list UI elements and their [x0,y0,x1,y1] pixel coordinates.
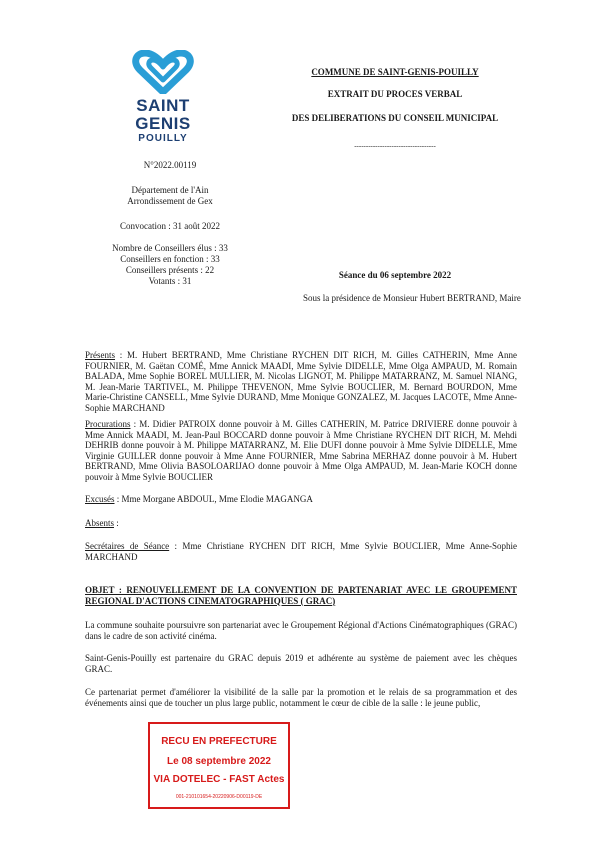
absents-text: : [114,518,119,528]
logo-line-1: SAINT [136,96,190,115]
procurations-label: Procurations [85,419,131,429]
excuses-text: : Mme Morgane ABDOUL, Mme Elodie MAGANGA [114,494,313,504]
deliberation-number: N°2022.00119 [143,160,197,170]
secretaires-label: Secrétaires de Séance [85,541,170,551]
arrondissement: Arrondissement de Gex [127,196,213,206]
excuses-label: Excusés [85,494,115,504]
departement: Département de l'Ain [131,185,209,195]
stamp-line-1: RECU EN PREFECTURE [161,736,277,747]
presents-paragraph [85,350,517,414]
conseillers-elus: Nombre de Conseillers élus : 33 [112,243,228,253]
absents-paragraph [85,518,517,529]
paragraph-2: Saint-Genis-Pouilly est partenaire du GRAC depuis 2019 et adhérente au système de paiement avec les chèques GRAC. [85,653,517,674]
commune-title: COMMUNE DE SAINT-GENIS-POUILLY [311,67,479,77]
secretaires-text: : Mme Christiane RYCHEN DIT RICH, Mme Sylvie BOUCLIER, Mme Anne-Sophie MARCHAND [85,541,517,562]
stamp-line-2: Le 08 septembre 2022 [167,756,271,767]
absents-label: Absents [85,518,114,528]
procurations-paragraph [85,419,517,483]
separator: ----------------------------------- [354,142,436,150]
logo-line-3: POUILLY [138,133,188,144]
presents-text: : M. Hubert BERTRAND, Mme Christiane RYCHEN DIT RICH, M. Gilles CATHERIN, Mme Anne FOURNIER, M. Gaëtan COMÉ, Mme Annick MAADI, Mme Sylvie DIDELLE, Mme Olga AMPAUD, M. Romain BALADA, Mme Sophie BOREL MULLIER, M. Nicolas LIGNOT, M. Philippe MATARRANZ, M. Samuel NIANG, M. Jean-Marie TARTIVEL, M. Philippe THEVENON, Mme Sylvie BOUCLIER, M. Bernard BOURDON, Mme Marie-Christine CANSELL, Mme Sylvie DURAND, Mme Monique GONZALEZ, M. Jacques LACOTE, Mme Anne-Sophie MARCHAND [85,350,517,413]
convocation-date: Convocation : 31 août 2022 [120,221,220,231]
extrait-title: EXTRAIT DU PROCES VERBAL [327,89,463,99]
votants: Votants : 31 [148,276,192,286]
procurations-text: : M. Didier PATROIX donne pouvoir à M. Gilles CATHERIN, M. Patrice DRIVIERE donne pouvoir à Mme Annick MAADI, M. Jean-Paul BOCCARD donne pouvoir à Mme Christiane RYCHEN DIT RICH, M. Mehdi DEHRIB donne pouvoir à M. Philippe MATARRANZ, M. Elie DUFI donne pouvoir à Mme Sylvie DIDELLE, Mme Virginie GUILLER donne pouvoir à Mme Anne FOURNIER, Mme Sabrina MERHAZ donne pouvoir à M. Hubert BERTRAND, Mme Olivia BASOLOARIJAO donne pouvoir à Mme Olga AMPAUD, M. Jean-Marie KOCH donne pouvoir à Mme Sylvie BOUCLIER [85,419,517,482]
excuses-paragraph [85,494,517,505]
objet-heading: OBJET : RENOUVELLEMENT DE LA CONVENTION DE PARTENARIAT AVEC LE GROUPEMENT REGIONAL D'ACTIONS CINEMATOGRAPHIQUES ( GRAC) [85,585,517,606]
logo-line-2: GENIS [135,114,191,133]
stamp-line-3: VIA DOTELEC - FAST Actes [153,774,285,785]
conseillers-presents: Conseillers présents : 22 [125,265,215,275]
stamp-line-4: 001-210101654-20220906-D00119-DE [175,794,263,800]
conseillers-fonction: Conseillers en fonction : 33 [120,254,220,264]
deliberations-title: DES DELIBERATIONS DU CONSEIL MUNICIPAL [291,113,499,123]
paragraph-3: Ce partenariat permet d'améliorer la visibilité de la salle par la promotion et le relais de sa programmation et des événements ainsi que de toucher un plus large public, notamment le cœur de cible de la salle : le jeune public, [85,687,517,708]
heart-logo-icon [118,50,208,94]
seance-date: Séance du 06 septembre 2022 [338,270,452,280]
presidence: Sous la présidence de Monsieur Hubert BERTRAND, Maire [303,293,521,303]
commune-logo [118,50,208,150]
prefecture-stamp [148,722,290,809]
presents-label: Présents [85,350,115,360]
paragraph-1: La commune souhaite poursuivre son partenariat avec le Groupement Régional d'Actions Cinématographiques (GRAC) dans le cadre de son activité cinéma. [85,620,517,641]
secretaires-paragraph [85,541,517,562]
